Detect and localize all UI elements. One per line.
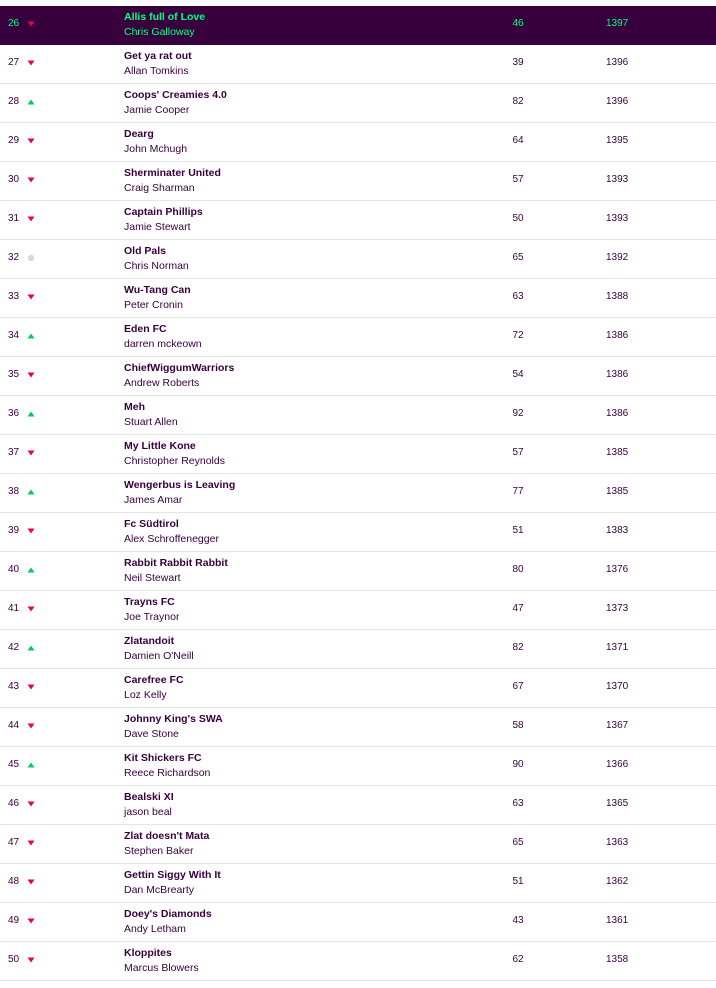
standings-row[interactable] xyxy=(0,786,716,825)
gameweek-points: 47 xyxy=(512,603,524,614)
rank-up-arrow-icon xyxy=(26,97,36,107)
rank-down-arrow-icon xyxy=(26,955,36,965)
team-name-link[interactable]: Eden FC xyxy=(124,323,167,335)
team-name-link[interactable]: Doey's Diamonds xyxy=(124,908,212,920)
total-points: 1366 xyxy=(606,759,629,770)
standings-row[interactable] xyxy=(0,435,716,474)
manager-name: Reece Richardson xyxy=(124,767,211,779)
standings-row[interactable] xyxy=(0,903,716,942)
team-name-link[interactable]: Carefree FC xyxy=(124,674,184,686)
standings-row[interactable] xyxy=(0,591,716,630)
standings-row[interactable] xyxy=(0,942,716,981)
rank-number: 33 xyxy=(8,291,20,302)
standings-row[interactable] xyxy=(0,708,716,747)
rank-number: 26 xyxy=(8,18,20,29)
total-points: 1371 xyxy=(606,642,629,653)
manager-name: Joe Traynor xyxy=(124,611,180,623)
rank-number: 49 xyxy=(8,915,20,926)
team-name-link[interactable]: Coops' Creamies 4.0 xyxy=(124,89,227,101)
total-points: 1386 xyxy=(606,330,629,341)
standings-row[interactable] xyxy=(0,513,716,552)
manager-name: Chris Norman xyxy=(124,260,189,272)
gameweek-points: 67 xyxy=(512,681,524,692)
rank-up-arrow-icon xyxy=(26,643,36,653)
team-name-link[interactable]: Johnny King's SWA xyxy=(124,713,223,725)
total-points: 1367 xyxy=(606,720,629,731)
rank-down-arrow-icon xyxy=(26,721,36,731)
gameweek-points: 82 xyxy=(512,96,524,107)
gameweek-points: 57 xyxy=(512,174,524,185)
rank-number: 37 xyxy=(8,447,20,458)
total-points: 1361 xyxy=(606,915,629,926)
total-points: 1363 xyxy=(606,837,629,848)
team-name-link[interactable]: ChiefWiggumWarriors xyxy=(124,362,235,374)
gameweek-points: 64 xyxy=(512,135,524,146)
rank-number: 38 xyxy=(8,486,20,497)
team-name-link[interactable]: Zlat doesn't Mata xyxy=(124,830,210,842)
rank-number: 48 xyxy=(8,876,20,887)
rank-down-arrow-icon xyxy=(26,604,36,614)
gameweek-points: 51 xyxy=(512,525,524,536)
total-points: 1358 xyxy=(606,954,629,965)
gameweek-points: 58 xyxy=(512,720,524,731)
manager-name: Craig Sharman xyxy=(124,182,195,194)
team-name-link[interactable]: Trayns FC xyxy=(124,596,175,608)
rank-down-arrow-icon xyxy=(26,292,36,302)
total-points: 1376 xyxy=(606,564,629,575)
team-name-link[interactable]: Get ya rat out xyxy=(124,50,192,62)
manager-name: Chris Galloway xyxy=(124,26,195,38)
rank-number: 32 xyxy=(8,252,20,263)
rank-down-arrow-icon xyxy=(26,58,36,68)
rank-down-arrow-icon xyxy=(26,136,36,146)
gameweek-points: 46 xyxy=(512,18,524,29)
manager-name: Christopher Reynolds xyxy=(124,455,225,467)
standings-row[interactable] xyxy=(0,864,716,903)
rank-number: 31 xyxy=(8,213,20,224)
rank-number: 46 xyxy=(8,798,20,809)
team-name-link[interactable]: My Little Kone xyxy=(124,440,196,452)
standings-row[interactable] xyxy=(0,747,716,786)
rank-down-arrow-icon xyxy=(26,799,36,809)
gameweek-points: 65 xyxy=(512,837,524,848)
total-points: 1386 xyxy=(606,369,629,380)
rank-down-arrow-icon xyxy=(26,916,36,926)
standings-row[interactable] xyxy=(0,357,716,396)
rank-number: 47 xyxy=(8,837,20,848)
team-name-link[interactable]: Zlatandoit xyxy=(124,635,175,647)
manager-name: Alex Schroffenegger xyxy=(124,533,219,545)
team-name-link[interactable]: Rabbit Rabbit Rabbit xyxy=(124,557,228,569)
total-points: 1370 xyxy=(606,681,629,692)
manager-name: Damien O'Neill xyxy=(124,650,194,662)
rank-number: 34 xyxy=(8,330,20,341)
rank-down-arrow-icon xyxy=(26,370,36,380)
total-points: 1385 xyxy=(606,447,629,458)
gameweek-points: 50 xyxy=(512,213,524,224)
rank-number: 35 xyxy=(8,369,20,380)
rank-down-arrow-icon xyxy=(26,214,36,224)
team-name-link[interactable]: Wengerbus is Leaving xyxy=(124,479,236,491)
standings-row[interactable] xyxy=(0,825,716,864)
total-points: 1397 xyxy=(606,18,629,29)
manager-name: Marcus Blowers xyxy=(124,962,199,974)
total-points: 1395 xyxy=(606,135,629,146)
standings-row[interactable] xyxy=(0,669,716,708)
rank-up-arrow-icon xyxy=(26,487,36,497)
total-points: 1396 xyxy=(606,96,629,107)
rank-number: 50 xyxy=(8,954,20,965)
standings-row[interactable] xyxy=(0,123,716,162)
rank-number: 28 xyxy=(8,96,20,107)
manager-name: Andy Letham xyxy=(124,923,186,935)
gameweek-points: 63 xyxy=(512,291,524,302)
manager-name: darren mckeown xyxy=(124,338,202,350)
rank-number: 30 xyxy=(8,174,20,185)
rank-number: 45 xyxy=(8,759,20,770)
gameweek-points: 39 xyxy=(512,57,524,68)
team-name-link[interactable]: Meh xyxy=(124,401,145,413)
rank-number: 39 xyxy=(8,525,20,536)
rank-number: 29 xyxy=(8,135,20,146)
total-points: 1396 xyxy=(606,57,629,68)
team-name-link[interactable]: Wu-Tang Can xyxy=(124,284,191,296)
manager-name: Dan McBrearty xyxy=(124,884,195,896)
total-points: 1393 xyxy=(606,213,629,224)
rank-up-arrow-icon xyxy=(26,565,36,575)
gameweek-points: 77 xyxy=(512,486,524,497)
total-points: 1386 xyxy=(606,408,629,419)
rank-down-arrow-icon xyxy=(26,838,36,848)
manager-name: Dave Stone xyxy=(124,728,179,740)
gameweek-points: 92 xyxy=(512,408,524,419)
rank-down-arrow-icon xyxy=(26,448,36,458)
standings-row[interactable] xyxy=(0,279,716,318)
standings-row-current-user[interactable] xyxy=(0,6,716,45)
total-points: 1385 xyxy=(606,486,629,497)
rank-down-arrow-icon xyxy=(26,526,36,536)
team-name-link[interactable]: Kloppites xyxy=(124,947,172,959)
gameweek-points: 82 xyxy=(512,642,524,653)
manager-name: Stuart Allen xyxy=(124,416,178,428)
team-name-link[interactable]: Gettin Siggy With It xyxy=(124,869,221,881)
standings-row[interactable] xyxy=(0,45,716,84)
total-points: 1362 xyxy=(606,876,629,887)
standings-row[interactable] xyxy=(0,240,716,279)
team-name-link[interactable]: Captain Phillips xyxy=(124,206,203,218)
gameweek-points: 51 xyxy=(512,876,524,887)
standings-row[interactable] xyxy=(0,396,716,435)
rank-down-arrow-icon xyxy=(26,877,36,887)
standings-row[interactable] xyxy=(0,318,716,357)
manager-name: John Mchugh xyxy=(124,143,188,155)
manager-name: Loz Kelly xyxy=(124,689,167,701)
rank-up-arrow-icon xyxy=(26,331,36,341)
rank-down-arrow-icon xyxy=(26,175,36,185)
gameweek-points: 72 xyxy=(512,330,524,341)
rank-down-arrow-icon xyxy=(26,19,36,29)
rank-number: 36 xyxy=(8,408,20,419)
total-points: 1393 xyxy=(606,174,629,185)
team-name-link[interactable]: Fc Südtirol xyxy=(124,518,179,530)
manager-name: Neil Stewart xyxy=(124,572,181,584)
gameweek-points: 54 xyxy=(512,369,524,380)
rank-number: 44 xyxy=(8,720,20,731)
manager-name: Jamie Stewart xyxy=(124,221,191,233)
gameweek-points: 62 xyxy=(512,954,524,965)
manager-name: James Amar xyxy=(124,494,183,506)
total-points: 1373 xyxy=(606,603,629,614)
rank-number: 42 xyxy=(8,642,20,653)
team-name-link[interactable]: Allis full of Love xyxy=(124,11,206,23)
team-name-link[interactable]: Bealski XI xyxy=(124,791,174,803)
rank-up-arrow-icon xyxy=(26,409,36,419)
manager-name: Peter Cronin xyxy=(124,299,183,311)
manager-name: Andrew Roberts xyxy=(124,377,200,389)
rank-unchanged-dot-icon xyxy=(26,253,36,263)
rank-number: 43 xyxy=(8,681,20,692)
total-points: 1383 xyxy=(606,525,629,536)
rank-number: 27 xyxy=(8,57,20,68)
team-name-link[interactable]: Sherminater United xyxy=(124,167,221,179)
standings-row[interactable] xyxy=(0,552,716,591)
manager-name: jason beal xyxy=(124,806,172,818)
gameweek-points: 63 xyxy=(512,798,524,809)
gameweek-points: 43 xyxy=(512,915,524,926)
standings-row[interactable] xyxy=(0,201,716,240)
team-name-link[interactable]: Kit Shickers FC xyxy=(124,752,202,764)
standings-row[interactable] xyxy=(0,84,716,123)
rank-down-arrow-icon xyxy=(26,682,36,692)
team-name-link[interactable]: Old Pals xyxy=(124,245,167,257)
standings-row[interactable] xyxy=(0,474,716,513)
standings-row[interactable] xyxy=(0,630,716,669)
gameweek-points: 80 xyxy=(512,564,524,575)
standings-row[interactable] xyxy=(0,162,716,201)
total-points: 1392 xyxy=(606,252,629,263)
manager-name: Stephen Baker xyxy=(124,845,194,857)
manager-name: Allan Tomkins xyxy=(124,65,189,77)
total-points: 1365 xyxy=(606,798,629,809)
team-name-link[interactable]: Dearg xyxy=(124,128,154,140)
gameweek-points: 65 xyxy=(512,252,524,263)
rank-up-arrow-icon xyxy=(26,760,36,770)
gameweek-points: 57 xyxy=(512,447,524,458)
gameweek-points: 90 xyxy=(512,759,524,770)
rank-number: 40 xyxy=(8,564,20,575)
total-points: 1388 xyxy=(606,291,629,302)
rank-number: 41 xyxy=(8,603,20,614)
manager-name: Jamie Cooper xyxy=(124,104,190,116)
